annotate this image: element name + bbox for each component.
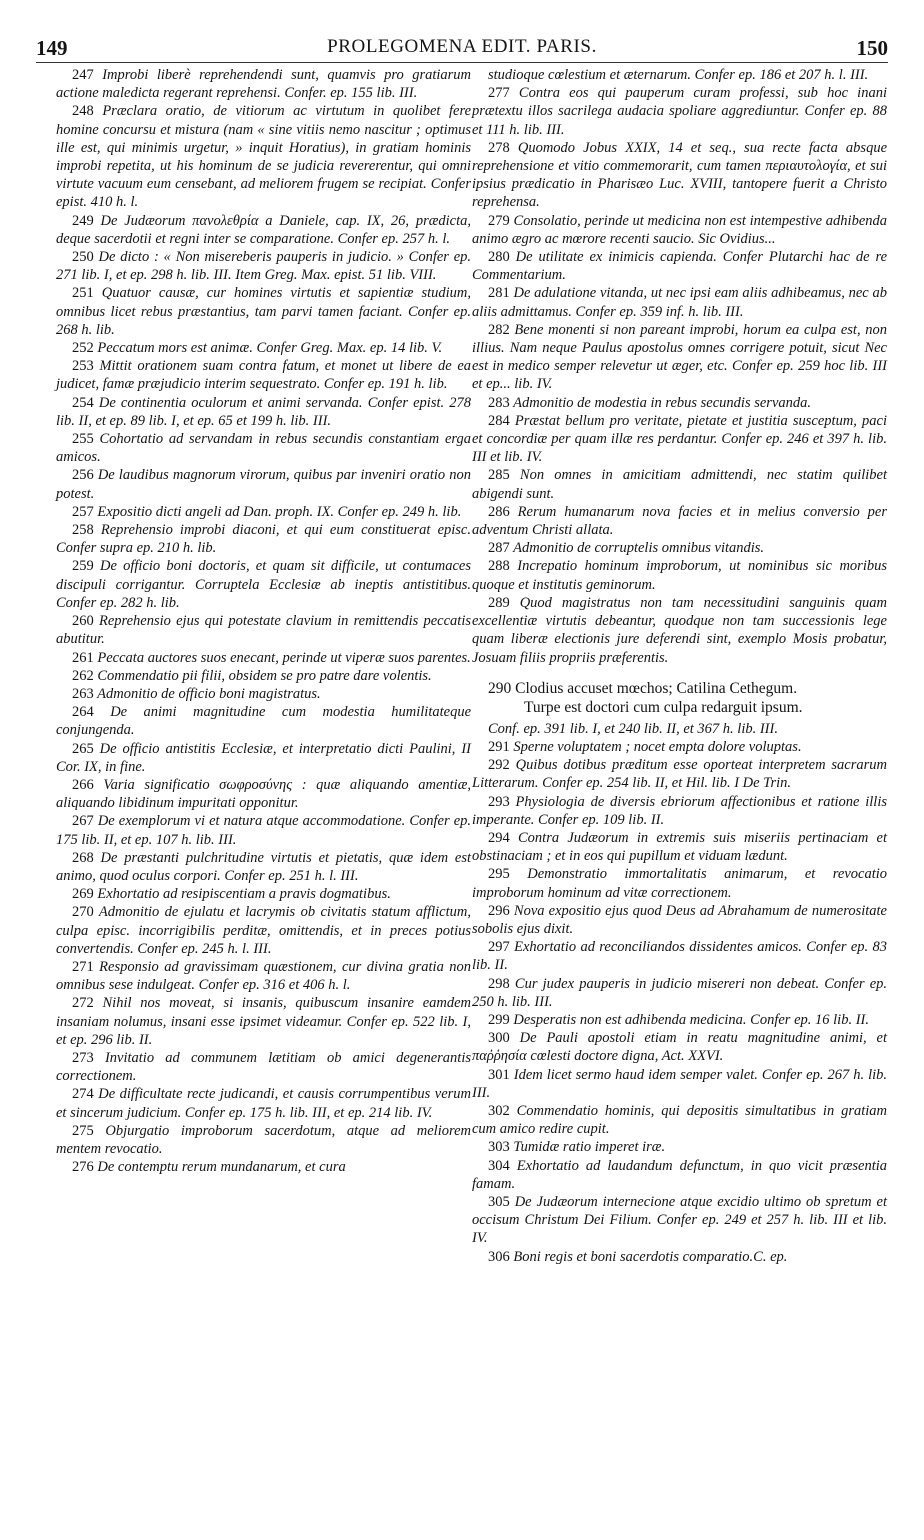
entry-text: Admonitio de ejulatu et lacrymis ob civitatis statum afflictum, culpa episc. incorrigibilis perditæ, omittendis, et in preces potius convertendis. Confer ep. 245 h. l. III. xyxy=(56,904,471,957)
summary-entry xyxy=(472,412,887,467)
entry-number: 281 xyxy=(488,285,510,302)
entry-number: 254 xyxy=(72,394,94,411)
entry-text: Nihil nos moveat, si insanis, quibuscum insanire eamdem insaniam nolumus, insani esse ipsimet videamur. Confer ep. 522 lib. I, et ep. 296 lib. II. xyxy=(56,995,472,1048)
entry-text: Quibus dotibus præditum esse oporteat interpretem sacrarum Litterarum. Confer ep. 254 lib. II, et Hil. lib. I De Trin. xyxy=(472,757,887,792)
entry-number: 299 xyxy=(488,1011,510,1028)
summary-entry xyxy=(472,248,887,284)
entry-number: 300 xyxy=(488,1030,510,1047)
summary-entry xyxy=(56,357,471,393)
summary-entry xyxy=(472,1157,887,1193)
entry-text: Non omnes in amicitiam admittendi, nec statim quilibet abigendi sunt. xyxy=(472,467,887,502)
entry-text: Desperatis non est adhibenda medicina. Confer ep. 16 lib. II. xyxy=(513,1011,869,1028)
entry-text: Idem licet sermo haud idem semper valet. Confer ep. 267 h. lib. III. xyxy=(472,1066,888,1101)
entry-text: Bene monenti si non pareant improbi, horum ea culpa est, non illius. Nam neque Paulus apostolus omnes corrigere potuit, sicut Nec est in medico semper relevetur ut æger, etc. Confer ep. 259 hoc lib. III et ep... lib. IV. xyxy=(472,321,887,393)
summary-entry xyxy=(56,394,471,430)
summary-entry xyxy=(56,667,471,685)
entry-text: De Pauli apostoli etiam in reatu magnitudine animi, et παῤῥησία cœlesti doctore digna, Act. XXVI. xyxy=(472,1030,887,1065)
entry-number: 289 xyxy=(488,594,510,611)
entry-number: 294 xyxy=(488,829,510,846)
entry-text: Exhortatio ad laudandum defunctum, in quo vicit præsentia famam. xyxy=(472,1157,888,1192)
entry-text: De Judæorum πανολεθρία a Daniele, cap. IX, 26, prædicta, deque sacerdotii et regni inter se comparatione. Confer ep. 257 h. l. xyxy=(56,212,471,247)
right-entries-upper xyxy=(472,66,887,667)
summary-entry xyxy=(56,557,471,612)
entry-text: Præclara oratio, de vitiorum ac virtutum in quolibet fere homine concursu et mistura (nam « sine vitiis nemo nascitur ; optimus ille est, qui minimis urgetur, » inquit Horatius), in gratiam hominis improbi repetita, ut his hominum de se judicia revererentur, qui omni virtute vacuum eum censebant, ad meliorem frugem se recipiat. Confer epist. 410 h. l. xyxy=(56,103,472,211)
entry-text: Nova expositio ejus quod Deus ad Abrahamum de numerositate sobolis ejus dixit. xyxy=(472,902,887,937)
entry-text: Commendatio pii filii, obsidem se pro patre dare volentis. xyxy=(97,667,432,684)
summary-entry xyxy=(56,66,471,102)
entry-number: 255 xyxy=(72,431,94,448)
entry-text: Exhortatio ad reconciliandos dissidentes amicos. Confer ep. 83 lib. II. xyxy=(472,939,888,974)
entry-number: 252 xyxy=(72,340,94,357)
summary-entry xyxy=(472,1102,887,1138)
summary-entry xyxy=(56,649,471,667)
entry-text: De utilitate ex inimicis capienda. Confer Plutarchi hac de re Commentarium. xyxy=(472,249,888,284)
entry-text: Admonitio de officio boni magistratus. xyxy=(97,685,321,702)
entry-number: 277 xyxy=(488,85,510,102)
entry-text: De laudibus magnorum virorum, quibus par inveniri oratio non potest. xyxy=(56,467,471,502)
entry-text: Quomodo Jobus XXIX, 14 et seq., sua recte facta absque reprehensione et vitio commemorarit, cum tamen περιαυτολογία, et sui ipsius prædicatio in Pharisæo Luc. XVIII, tantopere fuerit a Christo reprehensa. xyxy=(472,139,888,211)
summary-entry xyxy=(56,849,471,885)
right-entries-lower xyxy=(472,720,887,1266)
entry-text: Contra eos qui pauperum curam professi, sub hoc inani prætextu illos sacrilega audacia spoliare aggrediuntur. Confer ep. 88 et 111 h. lib. III. xyxy=(472,85,887,138)
verse-quotation xyxy=(472,679,887,718)
summary-entry xyxy=(56,212,471,248)
entry-text: Admonitio de corruptelis omnibus vitandis. xyxy=(513,540,765,557)
entry-number: 283 xyxy=(488,394,510,411)
summary-entry xyxy=(472,394,887,412)
entry-number: 276 xyxy=(72,1159,94,1176)
summary-entry xyxy=(472,1193,887,1248)
entry-text: Improbi liberè reprehendendi sunt, quamvis pro gratiarum actione maledicta regerant reprehensi. Confer. ep. 155 lib. III. xyxy=(56,67,472,102)
summary-entry xyxy=(56,612,471,648)
entry-number: 260 xyxy=(72,613,94,630)
entry-number: 250 xyxy=(72,249,94,266)
entry-number: 288 xyxy=(488,558,510,575)
summary-entry xyxy=(472,321,887,394)
summary-entry xyxy=(472,902,887,938)
summary-entry xyxy=(472,466,887,502)
entry-number: 297 xyxy=(488,939,510,956)
entry-number: 251 xyxy=(72,285,94,302)
entry-text: De præstanti pulchritudine virtutis et pietatis, quæ idem est animo, quod oculus corpori. Confer ep. 251 h. l. III. xyxy=(56,849,471,884)
summary-entry xyxy=(56,776,471,812)
entry-text: Demonstratio immortalitatis animarum, et revocatio improborum hominum ad vitæ correctionem. xyxy=(472,866,887,901)
right-column xyxy=(472,66,887,1266)
entry-text: Cur judex pauperis in judicio misereri non debeat. Confer ep. 250 h. lib. III. xyxy=(472,975,888,1010)
summary-entry xyxy=(56,248,471,284)
summary-entry xyxy=(56,284,471,339)
entry-number: 305 xyxy=(488,1193,510,1210)
entry-text: Invitatio ad communem lætitiam ob amici degenerantis correctionem. xyxy=(56,1049,471,1085)
entry-number: 291 xyxy=(488,738,510,755)
summary-entry xyxy=(56,812,471,848)
summary-entry xyxy=(472,139,887,212)
summary-entry xyxy=(56,994,471,1049)
entry-number: 248 xyxy=(72,103,94,120)
entry-text: Admonitio de modestia in rebus secundis servanda. xyxy=(513,394,812,411)
entry-number: 257 xyxy=(72,503,94,520)
entry-text: De officio boni doctoris, et quam sit difficile, ut contumaces discipuli corrigantur. Corruptela Ecclesiæ ab ineptis antistitibus. Confer ep. 282 h. lib. xyxy=(56,558,472,611)
entry-text: Quatuor causæ, cur homines virtutis et sapientiæ studium, omnibus licet rebus præstantius, tam parvi tamen faciant. Confer ep. 268 h. lib. xyxy=(56,285,472,338)
entry-text: Physiologia de diversis ebriorum affectionibus et ratione illis imperante. Confer ep. 109 lib. II. xyxy=(472,793,887,828)
entry-number: 298 xyxy=(488,975,510,992)
entry-number: 261 xyxy=(72,649,94,666)
entry-number: 296 xyxy=(488,902,510,919)
entry-text: Reprehensio improbi diaconi, et qui eum constituerat episc. Confer supra ep. 210 h. lib. xyxy=(56,522,471,557)
entry-text: Commendatio hominis, qui depositis simultatibus in gratiam cum amico redire cupit. xyxy=(472,1102,888,1138)
entry-number: 259 xyxy=(72,558,94,575)
summary-entry xyxy=(472,66,887,84)
entry-text: Tumidæ ratio imperet iræ. xyxy=(513,1139,666,1156)
entry-text: Rerum humanarum nova facies et in melius conversio per adventum Christi allata. xyxy=(472,503,888,539)
entry-text: Contra Judæorum in extremis suis miseriis pertinaciam et obstinaciam ; et in eos qui pupillum et viduam lædunt. xyxy=(472,829,888,865)
entry-text: Varia significatio σωφροσύνης : quæ aliquando amentiæ, aliquando libidinum impuritati opponitur. xyxy=(56,776,472,812)
summary-entry xyxy=(472,1138,887,1156)
summary-entry xyxy=(472,284,887,320)
entry-text: Conf. ep. 391 lib. I, et 240 lib. II, et 367 h. lib. III. xyxy=(488,720,778,737)
entry-number: 302 xyxy=(488,1102,510,1119)
entry-text: De animi magnitudine cum modestia humilitateque conjungenda. xyxy=(56,704,472,739)
entry-text: De adulatione vitanda, ut nec ipsi eam aliis adhibeamus, nec ab aliis admittamus. Confer ep. 359 inf. h. lib. III. xyxy=(472,285,888,320)
summary-entry xyxy=(472,793,887,829)
entry-number: 267 xyxy=(72,813,94,830)
summary-entry xyxy=(56,885,471,903)
entry-number: 282 xyxy=(488,321,510,338)
entry-number: 292 xyxy=(488,757,510,774)
summary-entry xyxy=(472,975,887,1011)
entry-number: 285 xyxy=(488,467,510,484)
entry-number: 303 xyxy=(488,1139,510,1156)
summary-entry xyxy=(472,539,887,557)
summary-entry xyxy=(56,339,471,357)
entry-text: Reprehensio ejus qui potestate clavium in remittendis peccatis abutitur. xyxy=(56,613,471,648)
page-number-right: 150 xyxy=(856,36,888,60)
summary-entry xyxy=(56,430,471,466)
entry-text: studioque cœlestium et æternarum. Confer ep. 186 et 207 h. l. III. xyxy=(488,67,869,83)
entry-text: De dicto : « Non misereberis pauperis in judicio. » Confer ep. 271 lib. I, et ep. 298 h. lib. III. Item Greg. Max. epist. 51 lib. VIII. xyxy=(56,249,472,284)
left-column xyxy=(56,66,471,1176)
entry-text: Peccatum mors est animæ. Confer Greg. Max. ep. 14 lib. V. xyxy=(97,340,443,357)
summary-entry xyxy=(56,466,471,502)
summary-entry xyxy=(56,685,471,703)
entry-text: Cohortatio ad servandam in rebus secundis constantiam erga amicos. xyxy=(56,431,472,466)
summary-entry xyxy=(472,212,887,248)
entry-text: Increpatio hominum improborum, ut nominibus sic moribus quoque et institutis geminorum. xyxy=(472,558,887,593)
summary-entry xyxy=(472,1011,887,1029)
entry-number: 256 xyxy=(72,467,94,484)
entry-number: 249 xyxy=(72,212,94,229)
entry-number: 266 xyxy=(72,776,94,793)
summary-entry xyxy=(472,738,887,756)
entry-number: 272 xyxy=(72,995,94,1012)
entry-number: 268 xyxy=(72,849,94,866)
entry-number: 280 xyxy=(488,249,510,266)
summary-entry xyxy=(472,865,887,901)
summary-entry xyxy=(472,594,887,667)
summary-entry xyxy=(56,740,471,776)
entry-text: Exhortatio ad resipiscentiam a pravis dogmatibus. xyxy=(97,886,391,903)
verse-line-2: Turpe est doctori cum culpa redarguit ipsum. xyxy=(524,699,803,717)
summary-entry xyxy=(472,720,887,738)
entry-text: De exemplorum vi et natura atque accommodatione. Confer ep. 175 lib. II, et ep. 107 h. lib. III. xyxy=(56,813,472,848)
entry-text: De Judæorum internecione atque excidio ultimo ob spretum et occisum Christum Dei Filium. Confer ep. 249 et 257 h. lib. III et lib. IV. xyxy=(472,1193,888,1247)
entry-number: 263 xyxy=(72,685,94,702)
entry-text: Boni regis et boni sacerdotis comparatio.C. ep. xyxy=(513,1248,788,1265)
summary-entry xyxy=(472,938,887,974)
entry-number: 301 xyxy=(488,1066,510,1083)
entry-number: 279 xyxy=(488,212,510,229)
summary-entry xyxy=(56,958,471,994)
entry-text: De continentia oculorum et animi servanda. Confer epist. 278 lib. II, et ep. 89 lib. I, et ep. 65 et 199 h. lib. III. xyxy=(56,394,471,429)
entry-text: Sperne voluptatem ; nocet empta dolore voluptas. xyxy=(513,738,802,755)
entry-text: De contemptu rerum mundanarum, et cura xyxy=(97,1159,346,1176)
verse-line-1: 290 Clodius accuset mœchos; Catilina Cethegum. xyxy=(488,679,798,697)
entry-number: 265 xyxy=(72,740,94,757)
entry-number: 293 xyxy=(488,793,510,810)
entry-text: Consolatio, perinde ut medicina non est intempestive adhibenda animo ægro ac mœrore recenti saucio. Sic Ovidius... xyxy=(472,212,887,247)
entry-number: 295 xyxy=(488,866,510,883)
entry-number: 287 xyxy=(488,540,510,557)
entry-number: 273 xyxy=(72,1049,94,1066)
summary-entry xyxy=(472,1066,887,1102)
summary-entry xyxy=(56,1122,471,1158)
summary-entry xyxy=(472,84,887,139)
entry-number: 271 xyxy=(72,958,94,975)
entry-text: Responsio ad gravissimam quæstionem, cur divina gratia non omnibus sese indulgeat. Confer ep. 316 et 406 h. l. xyxy=(56,958,471,994)
entry-number: 275 xyxy=(72,1122,94,1139)
summary-entry xyxy=(56,102,471,211)
entry-number: 264 xyxy=(72,704,94,721)
entry-number: 304 xyxy=(488,1157,510,1174)
header-rule xyxy=(36,62,888,63)
running-title: PROLEGOMENA EDIT. PARIS. xyxy=(327,36,597,57)
entry-number: 258 xyxy=(72,522,94,539)
summary-entry xyxy=(472,503,887,539)
summary-entry xyxy=(472,557,887,593)
entry-number: 274 xyxy=(72,1086,94,1103)
running-header xyxy=(36,36,888,62)
entry-number: 286 xyxy=(488,503,510,520)
entry-text: Peccata auctores suos enecant, perinde ut viperæ suos parentes. xyxy=(97,649,471,666)
summary-entry xyxy=(56,1085,471,1121)
summary-entry xyxy=(56,703,471,739)
summary-entry xyxy=(472,829,887,865)
entry-number: 270 xyxy=(72,904,94,921)
entry-text: De difficultate recte judicandi, et causis corrumpentibus verum et sincerum judicium. Confer ep. 175 h. lib. III, et ep. 214 lib. IV. xyxy=(56,1086,471,1121)
summary-entry xyxy=(56,1049,471,1085)
entry-number: 278 xyxy=(488,139,510,156)
summary-entry xyxy=(472,756,887,792)
entry-text: Quod magistratus non tam necessitudini sanguinis quam excellentiæ virtutis debeantur, quodque non tam successionis lege quam liberæ electionis jure deferendi sint, exemplo Mosis probatur, Josuam filiis propriis præferentis. xyxy=(472,594,888,666)
summary-entry xyxy=(56,903,471,958)
entry-number: 284 xyxy=(488,412,510,429)
entry-text: Mittit orationem suam contra fatum, et monet ut libere de ea judicet, famæ præjudicio interim sequestrato. Confer ep. 191 h. lib. xyxy=(56,358,472,393)
entry-number: 306 xyxy=(488,1248,510,1265)
entry-text: Præstat bellum pro veritate, pietate et justitia susceptum, paci et concordiæ per quam illæ res perdantur. Confer ep. 246 et 397 h. lib. III et lib. IV. xyxy=(472,412,887,466)
entry-number: 262 xyxy=(72,667,94,684)
entry-number: 269 xyxy=(72,886,94,903)
entry-text: De officio antistitis Ecclesiæ, et interpretatio dicti Paulini, II Cor. IX, in fine. xyxy=(56,740,471,775)
entry-number: 253 xyxy=(72,358,94,375)
page-number-left: 149 xyxy=(36,36,68,60)
entry-text: Objurgatio improborum sacerdotum, atque ad meliorem mentem revocatio. xyxy=(56,1122,472,1157)
summary-entry xyxy=(472,1248,887,1266)
entry-number: 247 xyxy=(72,67,94,83)
summary-entry xyxy=(56,1158,471,1176)
entry-text: Expositio dicti angeli ad Dan. proph. IX. Confer ep. 249 h. lib. xyxy=(97,503,462,520)
summary-entry xyxy=(56,503,471,521)
summary-entry xyxy=(472,1029,887,1065)
summary-entry xyxy=(56,521,471,557)
